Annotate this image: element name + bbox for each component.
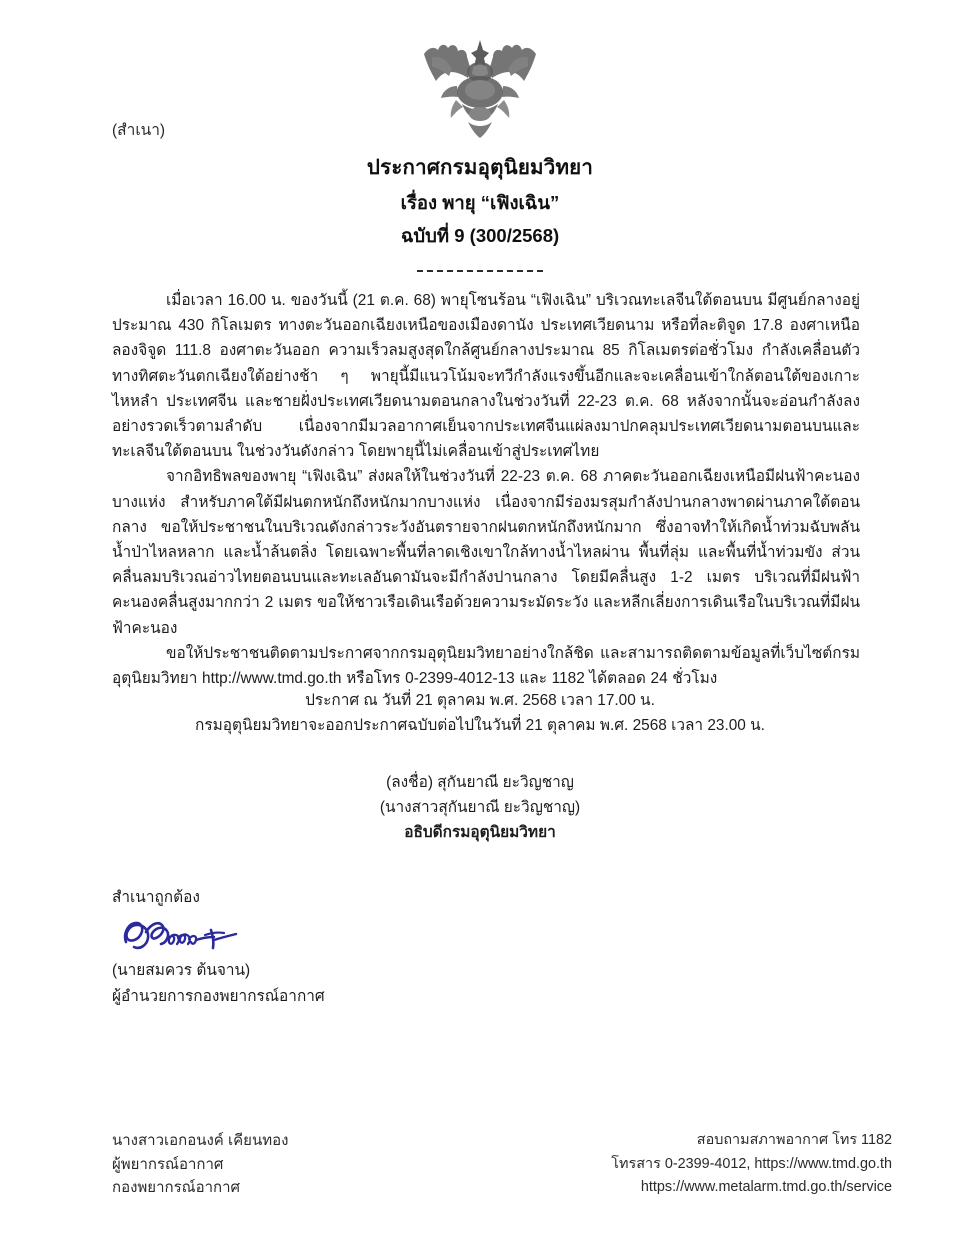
footer-right-block xyxy=(611,1129,892,1200)
footer-left-block xyxy=(112,1129,288,1200)
title-block xyxy=(0,152,960,251)
certifier-name: (นายสมควร ต้นจาน) xyxy=(112,962,251,979)
copy-mark: (สำเนา) xyxy=(112,122,166,139)
announcement-date-block xyxy=(0,688,960,738)
footer-forecaster-division: กองพยากรณ์อากาศ xyxy=(112,1179,241,1196)
footer-forecaster-role: ผู้พยากรณ์อากาศ xyxy=(112,1155,224,1173)
certified-copy-block xyxy=(112,886,532,1010)
signatory-signed-line: (ลงชื่อ) สุกันยาณี ยะวิญชาญ xyxy=(386,774,574,791)
announcement-next-line: กรมอุตุนิยมวิทยาจะออกประกาศฉบับต่อไปในวันที่ 21 ตุลาคม พ.ศ. 2568 เวลา 23.00 น. xyxy=(195,717,765,734)
body-paragraph-3: ขอให้ประชาชนติดตามประกาศจากกรมอุตุนิยมวิทยาอย่างใกล้ชิด และสามารถติดตามข้อมูลที่เว็บไซต์กรมอุตุนิยมวิทยา http://www.tmd.go.th หรือโทร 0-2399-4012-13 และ 1182 ได้ตลอด 24 ชั่วโมง xyxy=(112,644,860,688)
document-subject: เรื่อง พายุ “เฟิงเฉิน” xyxy=(400,191,560,213)
handwritten-signature xyxy=(120,912,532,956)
announcement-issued-line: ประกาศ ณ วันที่ 21 ตุลาคม พ.ศ. 2568 เวลา 17.00 น. xyxy=(305,692,655,709)
footer-hotline: สอบถามสภาพอากาศ โทร 1182 xyxy=(696,1132,892,1148)
certifier-role: ผู้อำนวยการกองพยากรณ์อากาศ xyxy=(112,988,325,1005)
document-body xyxy=(112,288,860,691)
body-paragraph-2: จากอิทธิพลของพายุ “เฟิงเฉิน” ส่งผลให้ในช่วงวันที่ 22-23 ต.ค. 68 ภาคตะวันออกเฉียงเหนือมีฝนฟ้าคะนองบางแห่ง สำหรับภาคใต้มีฝนตกหนักถึงหนักมากบางแห่ง เนื่องจากมีร่องมรสุมกำลังปานกลางพาดผ่านภาคใต้ตอน กลาง ขอให้ประชาชนในบริเวณดังกล่าวระวังอันตรายจากฝนตกหนักถึงหนักมาก ซึ่งอาจทำให้เกิดน้ำท่วมฉับพลัน น้ำป่าไหลหลาก และน้ำล้นตลิ่ง โดยเฉพาะพื้นที่ลาดเชิงเขาใกล้ทางน้ำไหลผ่าน พื้นที่ลุ่ม และพื้นที่น้ำท่วมขัง ส่วนคลื่นลมบริเวณอ่าวไทยตอนบนและทะเลอันดามันจะมีกำลังปานกลาง โดยมีคลื่นสูง 1-2 เมตร บริเวณที่มีฝนฟ้าคะนองคลื่นสูงมากกว่า 2 เมตร ขอให้ชาวเรือเดินเรือด้วยความระมัดระวัง และหลีกเลี่ยงการเดินเรือในบริเวณที่มีฝนฟ้าคะนอง xyxy=(112,468,860,637)
footer-service-url: https://www.metalarm.tmd.go.th/service xyxy=(640,1179,892,1195)
body-paragraph-1: เมื่อเวลา 16.00 น. ของวันนี้ (21 ต.ค. 68) พายุโซนร้อน “เฟิงเฉิน” บริเวณทะเลจีนใต้ตอนบน มีศูนย์กลางอยู่ประมาณ 430 กิโลเมตร ทางตะวันออกเฉียงเหนือของเมืองดานัง ประเทศเวียดนาม หรือที่ละติจูด 17.8 องศาเหนือ ลองจิจูด 111.8 องศาตะวันออก ความเร็วลมสูงสุดใกล้ศูนย์กลางประมาณ 85 กิโลเมตรต่อชั่วโมง กำลังเคลื่อนตัวทางทิศตะวันตกเฉียงใต้อย่างช้า ๆ พายุนี้มีแนวโน้มจะทวีกำลังแรงขึ้นอีกและจะเคลื่อนเข้าใกล้ตอนใต้ของเกาะไหหลำ ประเทศจีน และชายฝั่งประเทศเวียดนามตอนกลางในช่วงวันที่ 22-23 ต.ค. 68 หลังจากนั้นจะอ่อนกำลังลงอย่างรวดเร็วตามลำดับ เนื่องจากมีมวลอากาศเย็นจากประเทศจีนแผ่ลงมาปกคลุมประเทศเวียดนามตอนบนและทะเลจีนใต้ตอนบน ในช่วงวันดังกล่าว โดยพายุนี้ไม่เคลื่อนเข้าสู่ประเทศไทย xyxy=(112,292,860,461)
title-divider xyxy=(417,270,543,272)
signatory-position: อธิบดีกรมอุตุนิยมวิทยา xyxy=(404,824,556,841)
page-title: ประกาศกรมอุตุนิยมวิทยา xyxy=(366,156,594,179)
footer-forecaster-name: นางสาวเอกอนงค์ เคียนทอง xyxy=(112,1132,289,1149)
document-issue-number: ฉบับที่ 9 (300/2568) xyxy=(400,225,560,247)
certified-copy-label: สำเนาถูกต้อง xyxy=(112,889,200,906)
footer-fax-website: โทรสาร 0-2399-4012, https://www.tmd.go.th xyxy=(611,1155,892,1172)
signatory-name: (นางสาวสุกันยาณี ยะวิญชาญ) xyxy=(379,799,581,816)
signatory-block xyxy=(0,770,960,845)
